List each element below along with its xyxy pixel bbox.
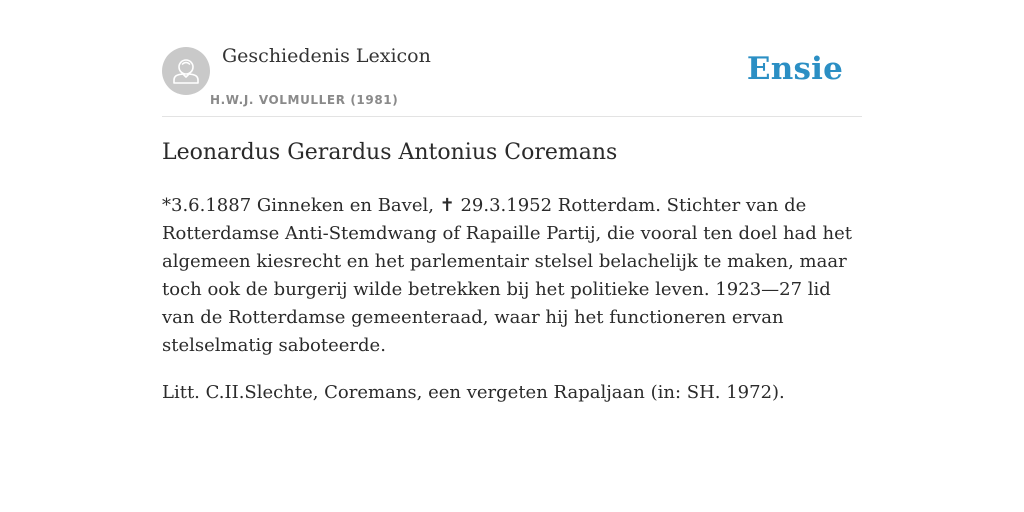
entry-body: *3.6.1887 Ginneken en Bavel, ✝ 29.3.1952 Rotterdam. Stichter van de Rotterdamse Anti-Stemdwang of Rapaille Partij, die vooral ten doel had het algemeen kiesrecht en het parlementair stelsel belachelijk te maken, maar toch ook de burgerij wilde betrekken bij het politieke leven. 1923—27 lid van de Rotterdamse gemeenteraad, waar hij het functioneren ervan stelselmatig saboteerde. <box>162 195 853 356</box>
user-icon <box>162 47 210 95</box>
ensie-logo[interactable]: Ensie <box>746 51 843 87</box>
entry-title: Leonardus Gerardus Antonius Coremans <box>162 140 618 165</box>
source-header <box>162 0 862 117</box>
page <box>162 0 862 403</box>
entry-literature: Litt. C.II.Slechte, Coremans, een vergeten Rapaljaan (in: SH. 1972). <box>162 382 785 403</box>
author-avatar[interactable] <box>162 47 210 95</box>
source-title[interactable]: Geschiedenis Lexicon <box>222 45 431 67</box>
author-name[interactable]: H.W.J. VOLMULLER (1981) <box>210 93 399 107</box>
